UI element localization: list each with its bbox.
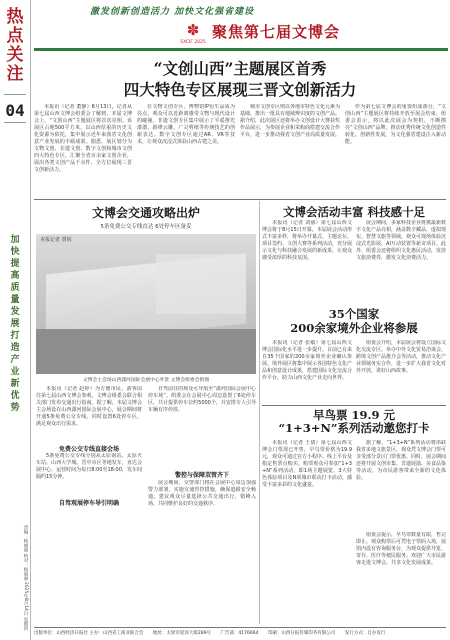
slogan-char: 展 xyxy=(10,319,20,329)
slogan-char: 发 xyxy=(10,307,20,317)
slogan-char: 新 xyxy=(10,379,20,389)
headline-line: 四大特色专区展现三晋文创新活力 xyxy=(123,80,357,99)
lead-column-2 xyxy=(137,104,235,196)
section-char: 关 xyxy=(6,45,24,65)
paragraph: 组委会提示，早鸟票数量有限，售完即止。观众购票后可凭电子票码入场，展馆内设有咨询服务台，为观众提供导览、寄存、医疗等便民服务。欢迎广大市民游客走进文博会，共享文化发展成果。 xyxy=(356,532,446,566)
story-tickets-title xyxy=(262,409,446,435)
paragraph: 据了解，“1+3+N”系列活动将串联我省多地文旅景区，观众凭文博会门票可享受部分景区门票优惠。同时，展会期间还将开展文创市集、非遗展演、美食品鉴等活动，为市民游客带来全新的文化体验。 xyxy=(356,440,446,481)
slogan-char: 势 xyxy=(10,403,20,413)
slogan-char: 质 xyxy=(10,283,20,293)
logo-caption: SXCIF 2025 xyxy=(180,40,206,45)
story-traffic-title: 文博会交通攻略出炉 xyxy=(91,206,200,220)
section-divider xyxy=(262,405,446,406)
traffic-column-2b xyxy=(148,480,256,620)
headline-line: 35个国家 xyxy=(328,307,380,321)
masthead-rule xyxy=(34,48,448,51)
masthead-motto: 激发创新创造活力 加快文化强省建设 xyxy=(90,7,255,17)
photo-caption: 文博会主会场山西潇河国际会展中心外景 文博会组委会供图 xyxy=(82,378,210,383)
slogan-char: 提 xyxy=(10,259,20,269)
headline-line: 早鸟票 19.9 元 xyxy=(312,408,395,422)
column-divider xyxy=(259,201,260,624)
traffic-column-1b xyxy=(36,453,142,495)
masthead xyxy=(34,0,448,50)
slogan-char: 业 xyxy=(10,367,20,377)
story-traffic-subtitle: 5条免费公交专线直达 6处停车区备妥 xyxy=(100,224,192,230)
paragraph: 本报讯（记者 刘丽）第七届山西文博会将于8月15日开幕。本届展会活动形式丰富多样，将举办开幕式、主题论坛、项目签约、文创大赛等系列活动，充分展示文化与科技融合发展的新成果，让观众感受浓厚的科技氛围。 xyxy=(262,220,352,261)
traffic-subhead: 警控与保障双管齐下 xyxy=(174,472,229,479)
paragraph: 本报讯（记者 董静）8月13日，记者从第七届山西文博会组委会了解到，本届文博会上，“文创山西”主题展区将首次亮相。该展区占地500平方米，以山西厚重的历史文化资源为依托，集中展示近年来我省文化创意产业发展的丰硕成果。据悉，展区划分为文物文创、非遗文创、数字文创和城市文创四大特色专区，汇聚全省百余家文创企业，展出各类文创产品千余件，全方位展现三晋文创新活力。 xyxy=(34,104,132,173)
slogan-char: 快 xyxy=(10,247,20,257)
traffic-subhead: 免费公交专线直接会场 xyxy=(58,446,119,453)
section-divider xyxy=(34,199,446,200)
traffic-column-1 xyxy=(36,386,142,442)
paragraph: 自驾前往的观众可导航至“潇河国际会展中心停车场”。组委会在会展中心周边设置了6处停车区，共计提供停车位约5000个，并安排专人引导车辆有序停放。 xyxy=(148,386,256,413)
tickets-column-1 xyxy=(262,440,352,622)
lead-headline xyxy=(34,58,446,100)
photo-ground xyxy=(36,329,256,374)
footer-address: 地址：太原市迎泽大街289号 xyxy=(152,631,211,636)
rail-divider xyxy=(4,94,26,95)
page-footer xyxy=(34,627,446,636)
headline-line: 200余家境外企业将参展 xyxy=(290,321,418,335)
seal-icon: ✽ xyxy=(186,21,200,39)
story-foreign-title xyxy=(262,307,446,335)
section-char: 注 xyxy=(6,64,24,84)
headline-line: “文创山西”主题展区首秀 xyxy=(153,59,327,78)
paragraph: 展会期间，交警部门将在会展中心周边加强警力部署，实施交通管控措施，确保道路安全畅通。建议观众尽量选择公共交通出行，错峰入场，共同维护良好的交通秩序。 xyxy=(148,480,256,507)
paragraph: 在文物文创专区，博物馆IP衍生品成为亮点，观众可以近距离感受文物与现代设计的碰撞。非遗文创专区集中展示了平遥推光漆器、新绛云雕、广灵剪纸等传统技艺的创新表达。数字文创专区通过AR、VR等技术，让观众沉浸式体验山西古建之美。 xyxy=(137,104,235,145)
tickets-column-3 xyxy=(356,532,446,622)
traffic-subhead: 自驾观展停车导引明确 xyxy=(58,500,119,507)
paragraph: 本报讯（记者 王倩）第七届山西文博会门票现已开售，早鸟票价格为19.9元，观众可通过官方小程序、线上平台及指定售票点购买。购票观众可参加“1+3+N”系列活动，即1场主题展览、3大特色体验项目及N项城市联动打卡活动，感受丰富多彩的文化盛宴。 xyxy=(262,440,352,488)
rail-divider xyxy=(4,122,26,123)
masthead-title: 聚焦第七届文博会 xyxy=(212,23,341,41)
slogan-char: 打 xyxy=(10,331,20,341)
paragraph: 城市文创专区则以各地市特色文化元素为基础，推出一批具有地域辨识度的文创产品。据介绍，此次展区还将举办文创设计大赛获奖作品展示，为参展企业和采购商搭建交流合作平台，进一步推动我省文创产业高质量发展。 xyxy=(240,104,340,138)
story-activities-title: 文博会活动丰富 科技感十足 xyxy=(282,205,425,219)
slogan-char: 造 xyxy=(10,343,20,353)
traffic-column-2 xyxy=(148,386,256,466)
footer-phone: 广告部：4176664 xyxy=(220,631,259,636)
footer-print: 印刷：山西日报传媒印务有限公司 xyxy=(267,631,336,636)
paragraph: 5条免费公交专线分别从太原南站、太原火车站、山西大学城、晋中市区等地发车，直达会展中心，运营时间为每日8:00至18:00，发车间隔约15分钟。 xyxy=(36,453,142,480)
slogan-char: 量 xyxy=(10,295,20,305)
foreign-column-2 xyxy=(356,340,446,404)
slogan-char: 加 xyxy=(10,235,20,245)
paragraph: 本报讯（记者 张敏）第七届山西文博会国际化水平进一步提升，目前已有来自35个国家的200余家境外企业确认参展。境外展区将集中展示各国特色文化产品和创意设计成果，搭建国际文化交流合作平台，助力山西文化产业走向世界。 xyxy=(262,340,352,381)
activities-column-2 xyxy=(356,220,446,302)
section-char: 热 xyxy=(6,7,24,27)
footer-publisher: 出版单位：山西经济日报社 主办：山西省工商业联合会 xyxy=(34,631,144,636)
slogan-char: 优 xyxy=(10,391,20,401)
section-char: 点 xyxy=(6,26,24,46)
paragraph: 作为第七届文博会的重要组成部分，“文创山西”主题展区将持续开放至展会结束。组委会表示，将以此次展会为契机，不断擦亮“文创山西”品牌，推动优秀传统文化创造性转化、创新性发展，为文化强省建设注入新动能。 xyxy=(345,104,446,145)
page-number: 04 xyxy=(5,101,25,120)
photo-credit: 本报记者 贾钊 xyxy=(40,237,72,243)
slogan-char: 产 xyxy=(10,355,20,365)
footer-issue: 发行方式：自办发行 xyxy=(344,631,386,636)
paragraph: 展会期间，多家科技企业将携最新数字文化产品亮相，涵盖数字藏品、虚拟现实、智慧文旅等领域。观众可现场体验沉浸式光影展、AI互动装置等新奇项目。此外，组委会还将组织文化惠民活动，发放文旅消费券，激发文化消费活力。 xyxy=(356,220,446,261)
lead-column-4 xyxy=(345,104,446,196)
foreign-column-1 xyxy=(262,340,352,404)
photo-sky xyxy=(156,254,246,314)
headline-line: “1+3+N”系列活动邀您打卡 xyxy=(278,421,430,435)
activities-column-1 xyxy=(262,220,352,302)
venue-photo xyxy=(36,234,256,374)
slogan-char: 高 xyxy=(10,271,20,281)
tickets-column-2 xyxy=(356,440,446,530)
left-rail xyxy=(0,0,31,640)
lead-column-1 xyxy=(34,104,132,196)
lead-column-3 xyxy=(240,104,340,196)
section-name xyxy=(3,8,27,84)
paragraph: 本报讯（记者 赵婷）为方便市民、游客前往第七届山西文博会参观，文博会组委会联合相关部门发布交通出行指南。据了解，本届文博会主会场设在山西潇河国际会展中心，展会期间将开通5条免费公交专线，同时设置6处停车区，满足观众出行需求。 xyxy=(36,386,142,427)
edition-meta: 责编：杨丽丽 校对：杨丽丽 2025年8月14日 星期四 xyxy=(23,525,28,631)
paragraph: 组委会介绍，本届展会将设立国际文化交流专区，举办中外文化贸易洽谈会、跨境文创产品推介会等活动，推动文化产业领域务实合作，进一步扩大我省文化对外开放，讲好山西故事。 xyxy=(356,340,446,374)
rail-slogan xyxy=(3,234,27,414)
